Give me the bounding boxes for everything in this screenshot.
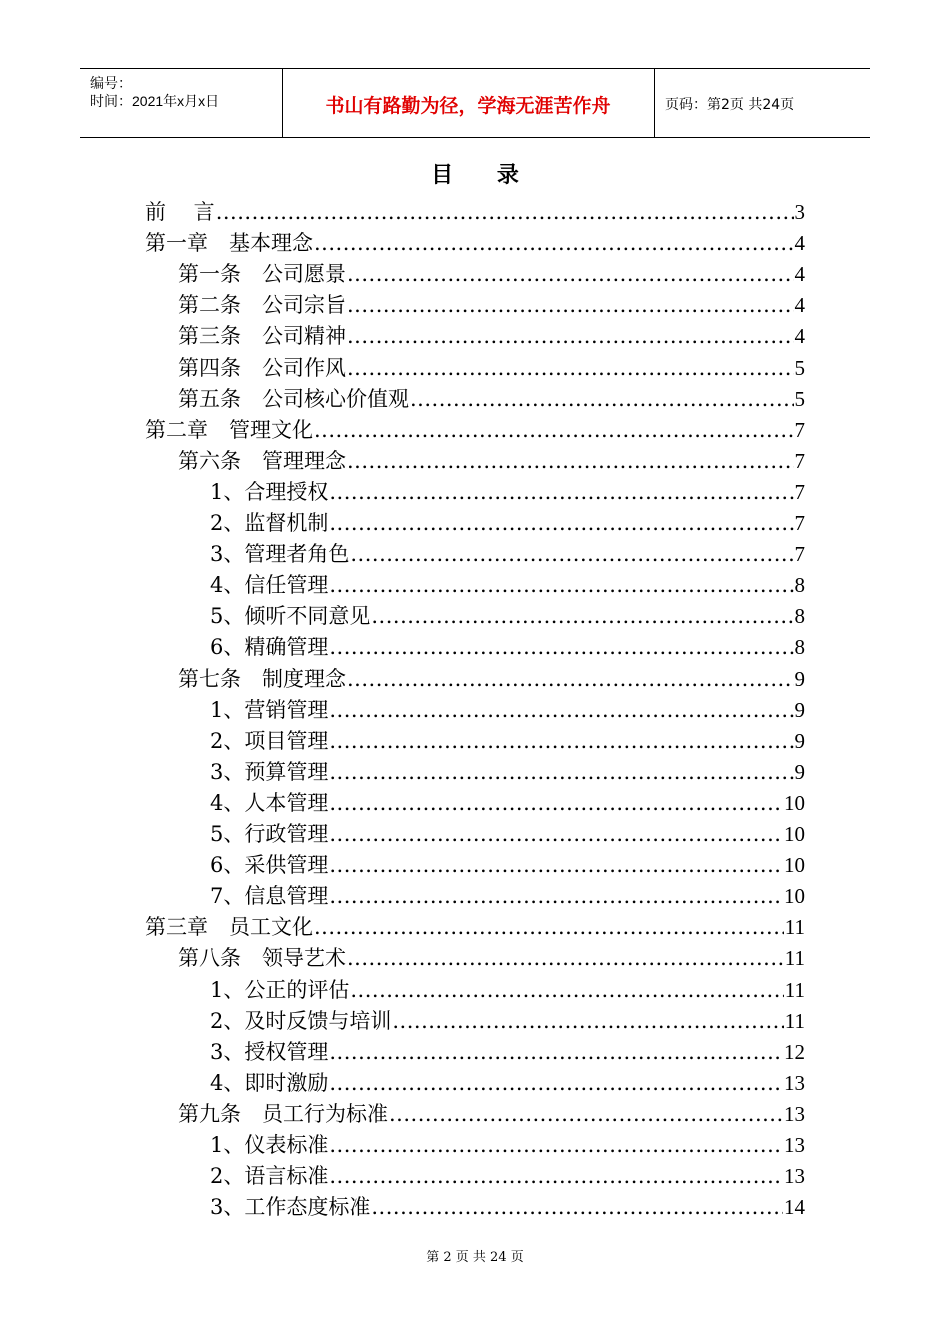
- toc-dot-leader: [329, 1161, 783, 1192]
- toc-entry[interactable]: [178, 290, 805, 321]
- toc-entry-page-number: 4: [794, 324, 805, 349]
- toc-entry-title: 1、营销管理: [210, 697, 329, 722]
- toc-dot-leader: [329, 477, 793, 508]
- toc-entry-title: 2、及时反馈与培训: [210, 1008, 392, 1033]
- toc-entry-title: 第二条 公司宗旨: [178, 293, 346, 318]
- toc-entry-title: 第八条 领导艺术: [178, 946, 346, 971]
- toc-dot-leader: [347, 943, 784, 974]
- toc-entry[interactable]: [210, 1192, 805, 1223]
- toc-entry[interactable]: [210, 508, 805, 539]
- toc-dot-leader: [329, 570, 793, 601]
- toc-entry-page-number: 7: [794, 542, 805, 567]
- toc-dot-leader: [329, 819, 783, 850]
- header-motto-cell: [282, 69, 655, 137]
- toc-entry-page-number: 9: [794, 728, 805, 753]
- toc-entry[interactable]: [145, 912, 805, 943]
- toc-entry-title: 3、管理者角色: [210, 542, 350, 567]
- toc-dot-leader: [410, 384, 794, 415]
- toc-dot-leader: [329, 757, 793, 788]
- toc-entry-title: 6、采供管理: [210, 853, 329, 878]
- toc-entry[interactable]: [210, 1037, 805, 1068]
- toc-entry-title: 3、授权管理: [210, 1039, 329, 1064]
- toc-entry[interactable]: [178, 943, 805, 974]
- toc-entry-title: 7、信息管理: [210, 884, 329, 909]
- toc-entry-title: 1、公正的评估: [210, 977, 350, 1002]
- toc-dot-leader: [329, 726, 793, 757]
- toc-entry[interactable]: [210, 726, 805, 757]
- toc-entry-page-number: 5: [794, 355, 805, 380]
- toc-entry-page-number: 7: [794, 448, 805, 473]
- toc-dot-leader: [347, 321, 794, 352]
- toc-entry-page-number: 4: [794, 293, 805, 318]
- toc-dot-leader: [371, 601, 793, 632]
- toc-entry[interactable]: [210, 601, 805, 632]
- toc-entry-page-number: 8: [794, 573, 805, 598]
- toc-dot-leader: [329, 881, 783, 912]
- toc-entry[interactable]: [178, 321, 805, 352]
- toc-entry[interactable]: [210, 1161, 805, 1192]
- toc-entry-page-number: 7: [794, 479, 805, 504]
- toc-entry[interactable]: [210, 757, 805, 788]
- toc-entry-page-number: 7: [794, 511, 805, 535]
- toc-entry-title: 第三条 公司精神: [178, 324, 346, 349]
- page-footer: 第 2 页 共 24 页: [426, 1250, 524, 1265]
- toc-entry-title: 2、监督机制: [210, 511, 329, 535]
- toc-entry-title: 5、行政管理: [210, 822, 329, 846]
- toc-entry[interactable]: [178, 664, 805, 695]
- toc-entry-page-number: 9: [794, 697, 805, 722]
- toc-entry[interactable]: [210, 788, 805, 819]
- toc-entry-title: 第五条 公司核心价值观: [178, 386, 409, 411]
- header-page-cell: [655, 69, 870, 137]
- toc-entry[interactable]: [145, 228, 805, 259]
- toc-entry[interactable]: [210, 1130, 805, 1161]
- toc-entry-title: 1、合理授权: [210, 479, 329, 504]
- toc-entry-page-number: 8: [794, 604, 805, 629]
- toc-entry-title: 2、项目管理: [210, 728, 329, 753]
- toc-dot-leader: [347, 446, 794, 477]
- toc-dot-leader: [329, 632, 793, 663]
- toc-entry-title: 1、仪表标准: [210, 1133, 329, 1157]
- toc-dot-leader: [350, 539, 793, 570]
- toc-entry[interactable]: [210, 695, 805, 726]
- toc-entry[interactable]: [210, 975, 805, 1006]
- toc-dot-leader: [389, 1099, 783, 1130]
- toc-entry[interactable]: [210, 570, 805, 601]
- toc-entry-title: 3、工作态度标准: [210, 1195, 371, 1220]
- toc-dot-leader: [329, 508, 793, 539]
- toc-entry-page-number: 13: [784, 1164, 805, 1189]
- toc-dot-leader: [347, 259, 794, 290]
- toc-entry-title: 3、预算管理: [210, 759, 329, 784]
- document-number-label: 编号：: [90, 75, 132, 91]
- toc-dot-leader: [329, 1130, 783, 1161]
- toc-entry-page-number: 11: [784, 946, 805, 971]
- toc-entry-page-number: 11: [784, 1008, 805, 1033]
- toc-entry-page-number: 8: [794, 635, 805, 660]
- header-page-info: 页码：第2页 共24页: [665, 97, 795, 113]
- toc-entry-title: 第三章 员工文化: [145, 915, 313, 940]
- toc-dot-leader: [329, 1068, 783, 1099]
- toc-entry[interactable]: [210, 881, 805, 912]
- toc-entry[interactable]: [178, 446, 805, 477]
- toc-entry[interactable]: [178, 384, 805, 415]
- toc-entry-page-number: 4: [794, 262, 805, 287]
- toc-entry-page-number: 11: [784, 977, 805, 1002]
- toc-entry-title: 5、倾听不同意见: [210, 604, 371, 629]
- toc-entry[interactable]: [145, 415, 805, 446]
- toc-entry[interactable]: [210, 477, 805, 508]
- toc-entry-title: 第六条 管理理念: [178, 448, 346, 473]
- toc-entry-title: 第九条 员工行为标准: [178, 1101, 388, 1126]
- toc-entry-page-number: 10: [784, 790, 805, 815]
- toc-dot-leader: [329, 695, 793, 726]
- toc-entry-title: 前 言: [145, 200, 215, 224]
- header-meta-cell: [80, 69, 283, 137]
- toc-entry-title: 第七条 制度理念: [178, 666, 346, 691]
- toc-entry-title: 第一章 基本理念: [145, 231, 313, 256]
- toc-entry-page-number: 3: [794, 200, 805, 224]
- toc-entry-page-number: 7: [794, 417, 805, 442]
- toc-entry[interactable]: [210, 1006, 805, 1037]
- toc-dot-leader: [347, 353, 794, 384]
- toc-entry[interactable]: [210, 850, 805, 881]
- toc-entry-title: 第一条 公司愿景: [178, 262, 346, 287]
- toc-entry-page-number: 13: [784, 1070, 805, 1095]
- toc-entry-title: 第四条 公司作风: [178, 355, 346, 380]
- toc-entry-page-number: 13: [784, 1101, 805, 1126]
- toc-dot-leader: [314, 415, 794, 446]
- toc-dot-leader: [216, 197, 794, 228]
- toc-entry-title: 4、即时激励: [210, 1070, 329, 1095]
- toc-entry-page-number: 14: [784, 1195, 805, 1220]
- header-motto: 书山有路勤为径，学海无涯苦作舟: [325, 95, 611, 117]
- toc-dot-leader: [329, 850, 783, 881]
- toc-entry[interactable]: [178, 353, 805, 384]
- toc-dot-leader: [329, 788, 783, 819]
- toc-entry-page-number: 12: [784, 1039, 805, 1064]
- page-header: [80, 68, 870, 138]
- toc-entry[interactable]: [145, 197, 805, 228]
- toc-entry[interactable]: [178, 259, 805, 290]
- toc-entry-page-number: 11: [784, 915, 805, 940]
- toc-dot-leader: [371, 1192, 783, 1223]
- toc-entry-title: 第二章 管理文化: [145, 417, 313, 442]
- toc-entry-page-number: 10: [784, 853, 805, 878]
- toc-dot-leader: [329, 1037, 783, 1068]
- toc-entry-page-number: 10: [784, 822, 805, 846]
- toc-entry-page-number: 9: [794, 759, 805, 784]
- toc-dot-leader: [314, 912, 784, 943]
- toc-entry-title: 6、精确管理: [210, 635, 329, 660]
- toc-entry-page-number: 10: [784, 884, 805, 909]
- toc-entry-title: 4、人本管理: [210, 790, 329, 815]
- toc-entry-title: 2、语言标准: [210, 1164, 329, 1189]
- toc-dot-leader: [392, 1006, 783, 1037]
- toc-entry-title: 4、信任管理: [210, 573, 329, 598]
- toc-dot-leader: [347, 664, 794, 695]
- toc-entry-page-number: 4: [794, 231, 805, 256]
- toc-entry[interactable]: [178, 1099, 805, 1130]
- document-time-label: 时间：2021年x月x日: [90, 93, 220, 109]
- toc-entry-page-number: 5: [794, 386, 805, 411]
- toc-entry[interactable]: [210, 1068, 805, 1099]
- toc-entry[interactable]: [210, 539, 805, 570]
- toc-title: 目 录: [431, 163, 537, 188]
- toc-dot-leader: [314, 228, 794, 259]
- toc-entry-page-number: 9: [794, 666, 805, 691]
- toc-entry[interactable]: [210, 632, 805, 663]
- toc-entry[interactable]: [210, 819, 805, 850]
- toc-dot-leader: [347, 290, 794, 321]
- toc-dot-leader: [350, 975, 783, 1006]
- toc-entry-page-number: 13: [784, 1133, 805, 1157]
